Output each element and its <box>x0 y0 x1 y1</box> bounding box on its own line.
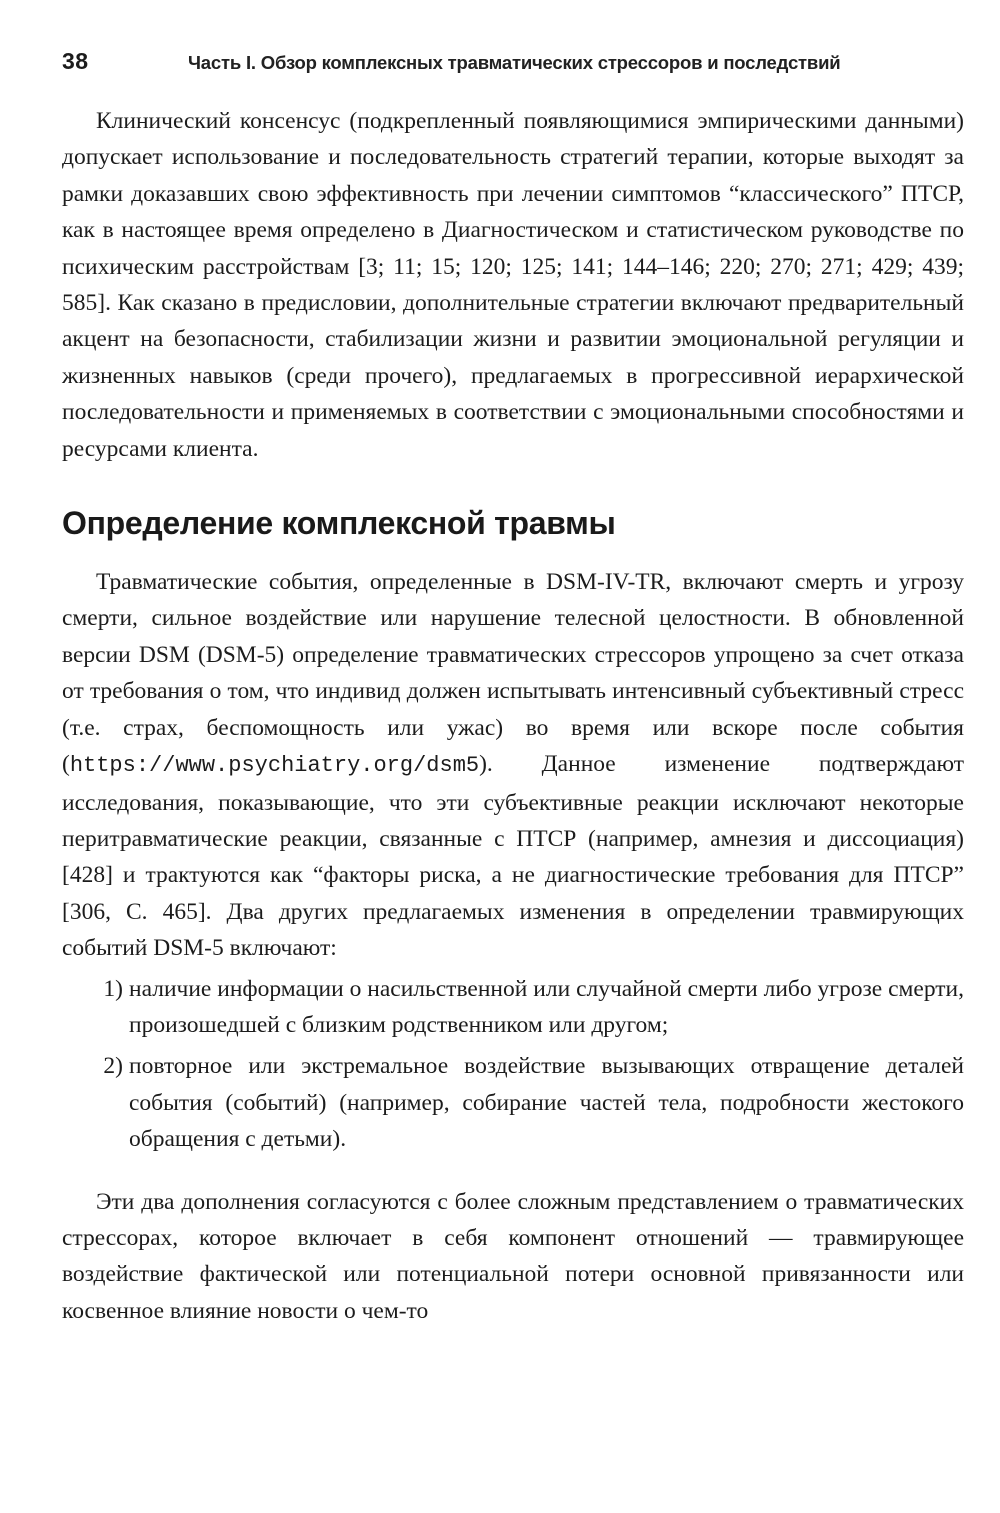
list-item-number: 1) <box>103 975 123 1002</box>
definition-text-start: Травматические события, определенные в DSM-IV-TR, включают смерть и угрозу смерти, сильное воздействие или нарушение телесной целостности. В обновленной версии DSM (DSM-5) определение травматических стрессоров упрощено за счет отказа от требования о том, что индивид должен испытывать интенсивный субъективный стресс (т.е. страх, беспомощность или ужас) во время или вскоре после события ( <box>62 569 964 778</box>
running-head-title: Часть I. Обзор комплексных травматических стрессоров и последствий <box>188 52 841 73</box>
list-item-text: наличие информации о насильственной или случайной смерти либо угрозе смерти, произошедшей с близким родственником или другом; <box>129 975 964 1038</box>
definition-text-end: ). Данное изменение подтверждают исследования, показывающие, что эти субъективные реакции исключают некоторые перитравматические реакции, связанные с ПТСР (например, амнезия и диссоциация) [428] и трактуются как “факторы риска, а не диагностические требования для ПТСР” [306, С. 465]. Два других предлагаемых изменения в определении травмирующих событий DSM-5 включают: <box>62 751 964 962</box>
list-item-text: повторное или экстремальное воздействие вызывающих отвращение деталей события (событий) (например, собирание частей тела, подробности жестокого обращения с детьми). <box>129 1053 964 1153</box>
intro-paragraph: Клинический консенсус (подкрепленный появляющимися эмпирическими данными) допускает использование и последовательность стратегий терапии, которые выходят за рамки доказавших свою эффективность при лечении симптомов “классического” ПТСР, как в настоящее время определено в Диагностическом и статистическом руководстве по психическим расстройствам [3; 11; 15; 120; 125; 141; 144–146; 220; 270; 271; 429; 439; 585]. Как сказано в предисловии, дополнительные стратегии включают предварительный акцент на безопасности, стабилизации жизни и развитии эмоциональной регуляции и жизненных навыков (среди прочего), предлагаемых в прогрессивной иерархической последовательности и применяемых в соответствии с эмоциональными способностями и ресурсами клиента. <box>62 108 964 462</box>
page-number: 38 <box>62 48 89 74</box>
dsm5-changes-list <box>62 971 964 1158</box>
running-head <box>62 48 964 75</box>
list-item <box>62 971 964 1044</box>
definition-paragraph <box>62 564 964 966</box>
section-heading: Определение комплексной травмы <box>62 505 616 542</box>
closing-paragraph: Эти два дополнения согласуются с более сложным представлением о травматических стрессорах, которое включает в себя компонент отношений — травмирующее воздействие фактической или потенциальной потери основной привязанности или косвенное влияние новости о чем-то <box>62 1188 964 1324</box>
dsm5-url-link[interactable]: https://www.psychiatry.org/dsm5 <box>69 753 480 779</box>
list-item-number: 2) <box>103 1053 123 1080</box>
book-page <box>62 48 964 1329</box>
list-item <box>62 1048 964 1157</box>
